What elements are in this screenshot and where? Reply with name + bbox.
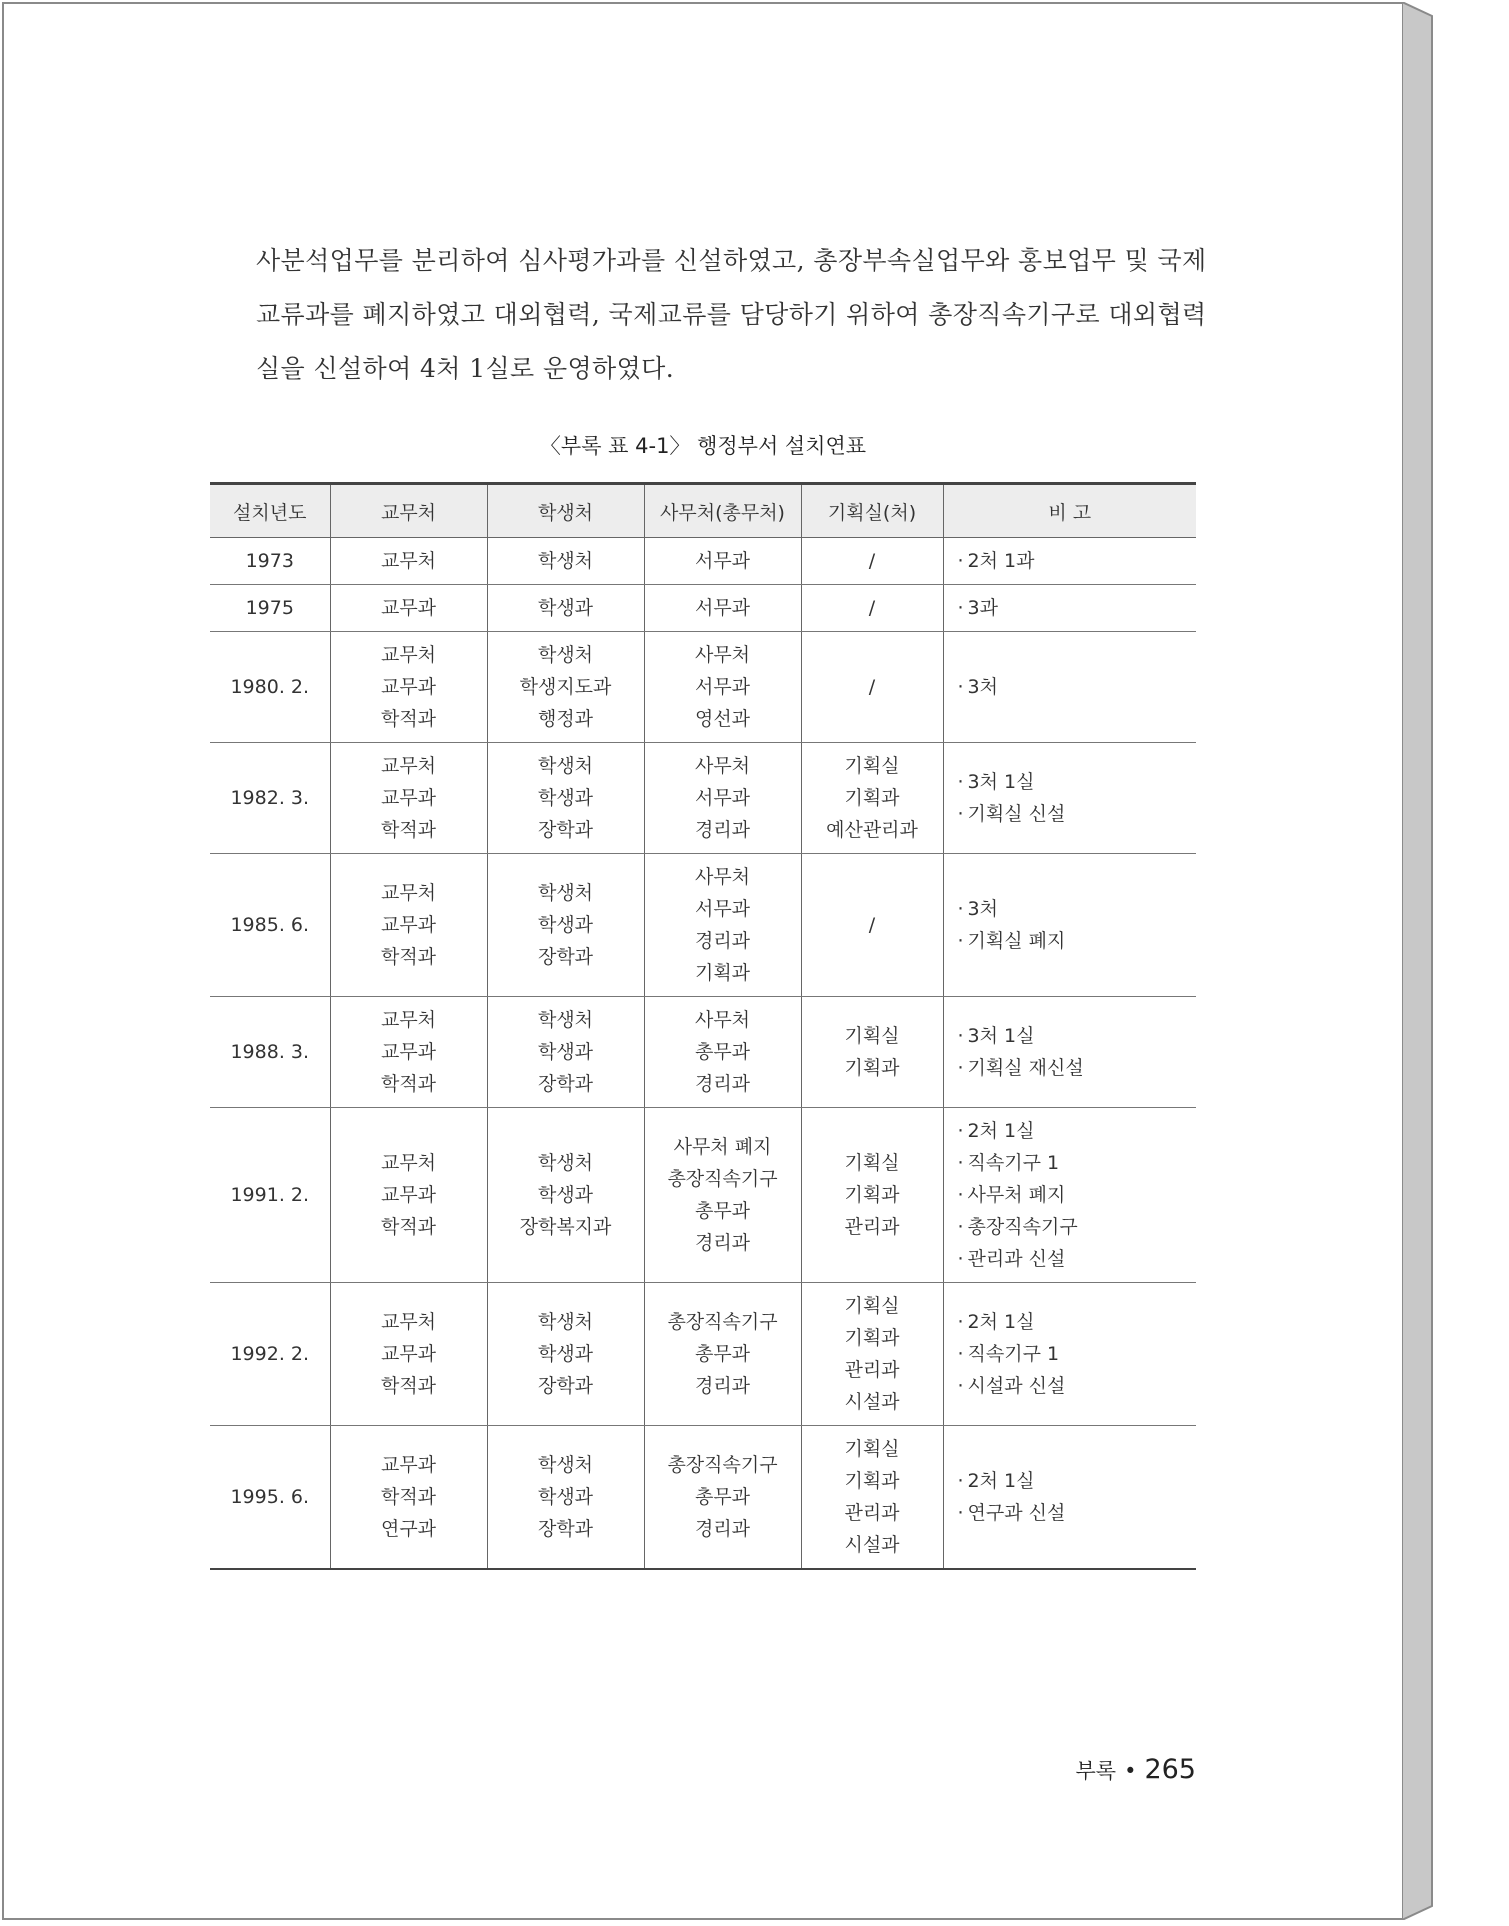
- cell-line: /: [868, 597, 876, 619]
- cell-line: 연구과: [380, 1518, 437, 1540]
- cell-line: 기획실: [844, 1295, 900, 1317]
- note-item: · 직속기구 1: [958, 1338, 1197, 1370]
- note-item: · 직속기구 1: [958, 1147, 1197, 1179]
- note-item: · 2처 1실: [958, 1115, 1197, 1147]
- cell-general-affairs: [644, 743, 801, 854]
- table-row: [210, 1108, 1196, 1283]
- cell-line: 시설과: [844, 1534, 900, 1556]
- cell-student-affairs: [487, 538, 644, 585]
- cell-line: 기획실: [844, 755, 900, 777]
- cell-note: [943, 743, 1196, 854]
- cell-line: 서무과: [694, 550, 751, 572]
- cell-line: 기획과: [844, 1327, 900, 1349]
- cell-line: 관리과: [844, 1359, 900, 1381]
- cell-line: 교무과: [380, 1041, 437, 1063]
- table-caption: 〈부록 표 4-1〉 행정부서 설치연표: [539, 434, 867, 458]
- cell-year: 1985. 6.: [210, 854, 330, 997]
- paragraph-line: 교류과를 폐지하였고 대외협력, 국제교류를 담당하기 위하여 총장직속기구로 대외협력: [256, 300, 1207, 329]
- cell-line: 장학과: [537, 1073, 594, 1095]
- cell-line: 기획실: [844, 1152, 900, 1174]
- cell-student-affairs: [487, 854, 644, 997]
- cell-line: 학생과: [537, 1343, 594, 1365]
- cell-line: 기획과: [844, 787, 900, 809]
- cell-student-affairs: [487, 743, 644, 854]
- note-item: · 기획실 폐지: [958, 925, 1197, 957]
- cell-line: 교무처: [380, 882, 437, 904]
- note-item: · 2처 1실: [958, 1306, 1197, 1338]
- cell-line: 교무과: [380, 787, 437, 809]
- cell-line: 교무과: [380, 1343, 437, 1365]
- cell-line: 경리과: [694, 930, 751, 952]
- cell-line: 경리과: [694, 1375, 751, 1397]
- table-row: [210, 854, 1196, 997]
- table-row: [210, 743, 1196, 854]
- cell-line: 총장직속기구: [667, 1454, 778, 1476]
- cell-general-affairs: [644, 997, 801, 1108]
- cell-line: 기획과: [844, 1470, 900, 1492]
- header-academic: 교무처: [330, 484, 487, 538]
- table-header-row: [210, 484, 1196, 538]
- cell-line: 학적과: [380, 1073, 437, 1095]
- cell-academic-affairs: [330, 585, 487, 632]
- cell-line: 사무처: [694, 755, 751, 777]
- cell-line: 학생과: [537, 1041, 594, 1063]
- cell-planning-office: [801, 1426, 943, 1570]
- cell-line: 기획과: [844, 1184, 900, 1206]
- cell-line: 경리과: [694, 1232, 751, 1254]
- cell-student-affairs: [487, 632, 644, 743]
- note-item: · 3과: [958, 592, 1197, 624]
- cell-line: 교무과: [380, 914, 437, 936]
- table-row: [210, 538, 1196, 585]
- cell-general-affairs: [644, 1283, 801, 1426]
- cell-line: /: [868, 914, 876, 936]
- cell-line: 학적과: [380, 708, 437, 730]
- cell-line: 장학과: [537, 1375, 594, 1397]
- cell-line: 총무과: [694, 1486, 751, 1508]
- note-item: · 3처: [958, 671, 1197, 703]
- cell-line: 기획실: [844, 1438, 900, 1460]
- cell-line: 교무과: [380, 1184, 437, 1206]
- cell-line: 학적과: [380, 1486, 437, 1508]
- cell-general-affairs: [644, 1426, 801, 1570]
- cell-academic-affairs: [330, 1108, 487, 1283]
- cell-year: 1980. 2.: [210, 632, 330, 743]
- cell-academic-affairs: [330, 854, 487, 997]
- cell-student-affairs: [487, 1283, 644, 1426]
- cell-line: 학적과: [380, 1216, 437, 1238]
- cell-line: 경리과: [694, 1518, 751, 1540]
- cell-line: 교무과: [380, 597, 437, 619]
- cell-line: 경리과: [694, 1073, 751, 1095]
- note-item: · 총장직속기구: [958, 1211, 1197, 1243]
- cell-line: 사무처: [694, 866, 751, 888]
- cell-general-affairs: [644, 854, 801, 997]
- cell-line: 학생처: [537, 1009, 594, 1031]
- note-item: · 연구과 신설: [958, 1497, 1197, 1529]
- cell-line: 학생처: [537, 882, 594, 904]
- page-number: 265: [1144, 1754, 1196, 1785]
- cell-planning-office: [801, 1283, 943, 1426]
- header-planning: 기획실(처): [801, 484, 943, 538]
- cell-line: /: [868, 550, 876, 572]
- note-item: · 3처 1실: [958, 766, 1197, 798]
- cell-note: [943, 1283, 1196, 1426]
- cell-line: 사무처: [694, 1009, 751, 1031]
- cell-note: [943, 538, 1196, 585]
- cell-line: 관리과: [844, 1502, 900, 1524]
- cell-academic-affairs: [330, 743, 487, 854]
- cell-year: 1975: [210, 585, 330, 632]
- note-item: · 사무처 폐지: [958, 1179, 1197, 1211]
- cell-line: 장학복지과: [519, 1216, 612, 1238]
- paragraph-line: 실을 신설하여 4처 1실로 운영하였다.: [256, 354, 675, 383]
- cell-academic-affairs: [330, 1426, 487, 1570]
- cell-line: 서무과: [694, 898, 751, 920]
- header-note: 비 고: [943, 484, 1196, 538]
- cell-line: 총무과: [694, 1041, 751, 1063]
- cell-academic-affairs: [330, 1283, 487, 1426]
- cell-line: 교무과: [380, 676, 437, 698]
- cell-line: 영선과: [694, 708, 751, 730]
- cell-student-affairs: [487, 585, 644, 632]
- cell-line: 서무과: [694, 676, 751, 698]
- department-timeline-table: [210, 482, 1196, 1570]
- cell-general-affairs: [644, 538, 801, 585]
- cell-line: 기획실: [844, 1025, 900, 1047]
- cell-line: 교무처: [380, 550, 437, 572]
- cell-line: 교무처: [380, 644, 437, 666]
- cell-line: 교무처: [380, 1311, 437, 1333]
- cell-line: 학생과: [537, 914, 594, 936]
- cell-student-affairs: [487, 997, 644, 1108]
- table-row: [210, 1426, 1196, 1570]
- table-row: [210, 997, 1196, 1108]
- cell-line: 행정과: [537, 708, 594, 730]
- cell-year: 1992. 2.: [210, 1283, 330, 1426]
- cell-line: 학적과: [380, 946, 437, 968]
- table-row: [210, 1283, 1196, 1426]
- cell-line: 학생처: [537, 1311, 594, 1333]
- cell-planning-office: [801, 854, 943, 997]
- note-item: · 2처 1실: [958, 1465, 1197, 1497]
- cell-note: [943, 632, 1196, 743]
- cell-line: 서무과: [694, 597, 751, 619]
- cell-student-affairs: [487, 1426, 644, 1570]
- cell-line: 교무처: [380, 1152, 437, 1174]
- page-footer: [1060, 1754, 1196, 1785]
- cell-note: [943, 854, 1196, 997]
- cell-line: 시설과: [844, 1391, 900, 1413]
- cell-planning-office: [801, 743, 943, 854]
- note-item: · 2처 1과: [958, 545, 1197, 577]
- cell-line: 총무과: [694, 1200, 751, 1222]
- cell-line: 경리과: [694, 819, 751, 841]
- cell-line: 서무과: [694, 787, 751, 809]
- cell-planning-office: [801, 1108, 943, 1283]
- cell-line: 관리과: [844, 1216, 900, 1238]
- cell-line: 장학과: [537, 1518, 594, 1540]
- page-edge-shadow: [1402, 2, 1438, 1920]
- cell-planning-office: [801, 538, 943, 585]
- note-item: · 기획실 신설: [958, 798, 1197, 830]
- paragraph-line: 사분석업무를 분리하여 심사평가과를 신설하였고, 총장부속실업무와 홍보업무 및 국제: [256, 246, 1207, 275]
- cell-line: 학생처: [537, 644, 594, 666]
- cell-line: 학생과: [537, 1486, 594, 1508]
- cell-year: 1991. 2.: [210, 1108, 330, 1283]
- cell-year: 1988. 3.: [210, 997, 330, 1108]
- note-item: · 3처 1실: [958, 1020, 1197, 1052]
- cell-general-affairs: [644, 632, 801, 743]
- cell-year: 1973: [210, 538, 330, 585]
- cell-line: 기획과: [694, 962, 751, 984]
- cell-line: 예산관리과: [826, 819, 918, 841]
- cell-planning-office: [801, 997, 943, 1108]
- cell-line: 학생과: [537, 597, 594, 619]
- cell-line: 학생처: [537, 1454, 594, 1476]
- cell-line: 학생과: [537, 787, 594, 809]
- cell-line: 사무처: [694, 644, 751, 666]
- cell-line: 학적과: [380, 819, 437, 841]
- cell-general-affairs: [644, 1108, 801, 1283]
- header-year: 설치년도: [210, 484, 330, 538]
- cell-line: 교무과: [380, 1454, 437, 1476]
- cell-line: 학생과: [537, 1184, 594, 1206]
- cell-line: 총장직속기구: [667, 1168, 778, 1190]
- cell-line: 교무처: [380, 755, 437, 777]
- cell-line: 장학과: [537, 819, 594, 841]
- cell-academic-affairs: [330, 538, 487, 585]
- cell-note: [943, 585, 1196, 632]
- cell-line: /: [868, 676, 876, 698]
- cell-line: 학생지도과: [519, 676, 612, 698]
- cell-line: 총장직속기구: [667, 1311, 778, 1333]
- cell-note: [943, 1426, 1196, 1570]
- footer-separator: •: [1124, 1759, 1137, 1783]
- cell-line: 교무처: [380, 1009, 437, 1031]
- cell-academic-affairs: [330, 997, 487, 1108]
- cell-line: 학생처: [537, 1152, 594, 1174]
- cell-line: 학적과: [380, 1375, 437, 1397]
- cell-note: [943, 1108, 1196, 1283]
- cell-line: 기획과: [844, 1057, 900, 1079]
- cell-line: 총무과: [694, 1343, 751, 1365]
- cell-academic-affairs: [330, 632, 487, 743]
- note-item: · 3처: [958, 893, 1197, 925]
- cell-planning-office: [801, 632, 943, 743]
- cell-line: 학생처: [537, 755, 594, 777]
- cell-line: 학생처: [537, 550, 594, 572]
- cell-line: 장학과: [537, 946, 594, 968]
- note-item: · 관리과 신설: [958, 1243, 1197, 1275]
- body-paragraph: [256, 234, 1207, 396]
- table-row: [210, 585, 1196, 632]
- cell-line: 사무처 폐지: [673, 1136, 772, 1158]
- cell-planning-office: [801, 585, 943, 632]
- cell-general-affairs: [644, 585, 801, 632]
- cell-year: 1982. 3.: [210, 743, 330, 854]
- header-student: 학생처: [487, 484, 644, 538]
- cell-year: 1995. 6.: [210, 1426, 330, 1570]
- cell-note: [943, 997, 1196, 1108]
- header-general: 사무처(총무처): [644, 484, 801, 538]
- table-row: [210, 632, 1196, 743]
- cell-student-affairs: [487, 1108, 644, 1283]
- note-item: · 기획실 재신설: [958, 1052, 1197, 1084]
- note-item: · 시설과 신설: [958, 1370, 1197, 1402]
- footer-section: 부록: [1075, 1759, 1117, 1783]
